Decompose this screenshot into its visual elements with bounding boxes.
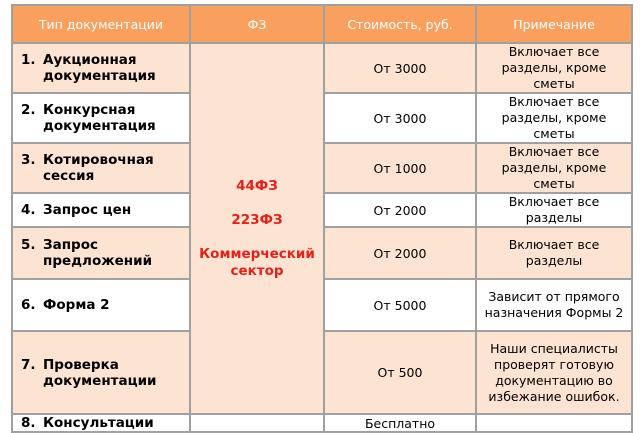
fz-223: 223ФЗ [231, 211, 283, 228]
doc-type-line: Запрос [43, 237, 98, 253]
header-fz: ФЗ [190, 5, 324, 43]
note-cell [476, 143, 632, 193]
doc-type-line: Аукционная [43, 52, 137, 68]
note-line: проверят готовую [494, 356, 614, 372]
doc-type-cell [12, 143, 190, 193]
doc-type-cell [12, 414, 190, 432]
doc-type-line: документация [43, 68, 156, 84]
note-line: разделы, кроме сметы [501, 60, 607, 91]
doc-type-line: Консультации [43, 415, 154, 431]
doc-type-cell [12, 93, 190, 143]
doc-type-line: документация [43, 118, 156, 134]
table-row [12, 43, 632, 93]
cost-cell: От 5000 [324, 279, 476, 331]
cost-cell: От 500 [324, 331, 476, 414]
row-number: 8. [21, 415, 36, 431]
fz-cell-empty [190, 414, 324, 432]
note-cell [476, 193, 632, 227]
note-line: Наши специалисты [490, 340, 618, 356]
cost-cell: От 1000 [324, 143, 476, 193]
note-line: документацию во [495, 372, 613, 388]
note-cell [476, 279, 632, 331]
doc-type-cell [12, 227, 190, 279]
row-number: 4. [21, 202, 36, 218]
doc-type-cell [12, 193, 190, 227]
note-line: Включает все [508, 44, 600, 59]
header-cost: Стоимость, руб. [324, 5, 476, 43]
cost-cell: Бесплатно [324, 414, 476, 432]
row-number: 7. [21, 356, 36, 373]
cost-cell: От 2000 [324, 193, 476, 227]
note-line: разделы, кроме сметы [501, 160, 607, 191]
note-cell [476, 43, 632, 93]
doc-type-line: предложений [43, 253, 153, 269]
note-cell [476, 331, 632, 414]
note-cell [476, 227, 632, 279]
cost-cell: От 2000 [324, 227, 476, 279]
fz-44: 44ФЗ [236, 177, 278, 194]
note-cell-empty [476, 414, 632, 432]
doc-type-line: Проверка [43, 356, 119, 373]
note-cell [476, 93, 632, 143]
cost-cell: От 3000 [324, 43, 476, 93]
doc-type-cell [12, 43, 190, 93]
row-number: 3. [21, 152, 36, 168]
doc-type-line: Форма 2 [43, 297, 110, 313]
note-line: Включает все разделы [508, 237, 600, 268]
fz-commercial: Коммерческий [199, 245, 315, 262]
doc-type-line: Запрос цен [43, 202, 132, 218]
cost-cell: От 3000 [324, 93, 476, 143]
doc-type-line: документации [43, 372, 157, 389]
note-line: назначения Формы 2 [484, 305, 624, 320]
note-line: избежание ошибок. [488, 388, 620, 404]
table-header-row [12, 5, 632, 43]
doc-type-cell [12, 279, 190, 331]
doc-type-cell [12, 331, 190, 414]
doc-type-line: Конкурсная [43, 102, 136, 118]
header-note: Примечание [476, 5, 632, 43]
doc-type-line: сессия [43, 168, 95, 184]
header-doc-type: Тип документации [12, 5, 190, 43]
table-row [12, 414, 632, 432]
fz-cell [190, 43, 324, 414]
note-line: Включает все [508, 144, 600, 159]
note-line: разделы, кроме сметы [501, 110, 607, 141]
pricing-table [11, 4, 633, 433]
note-line: Включает все [508, 94, 600, 109]
row-number: 5. [21, 237, 36, 253]
note-line: Включает все разделы [508, 194, 600, 225]
note-line: Зависит от прямого [488, 289, 620, 304]
row-number: 2. [21, 102, 36, 118]
row-number: 1. [21, 52, 36, 68]
row-number: 6. [21, 297, 36, 313]
doc-type-line: Котировочная [43, 152, 154, 168]
fz-sector: сектор [230, 262, 284, 279]
